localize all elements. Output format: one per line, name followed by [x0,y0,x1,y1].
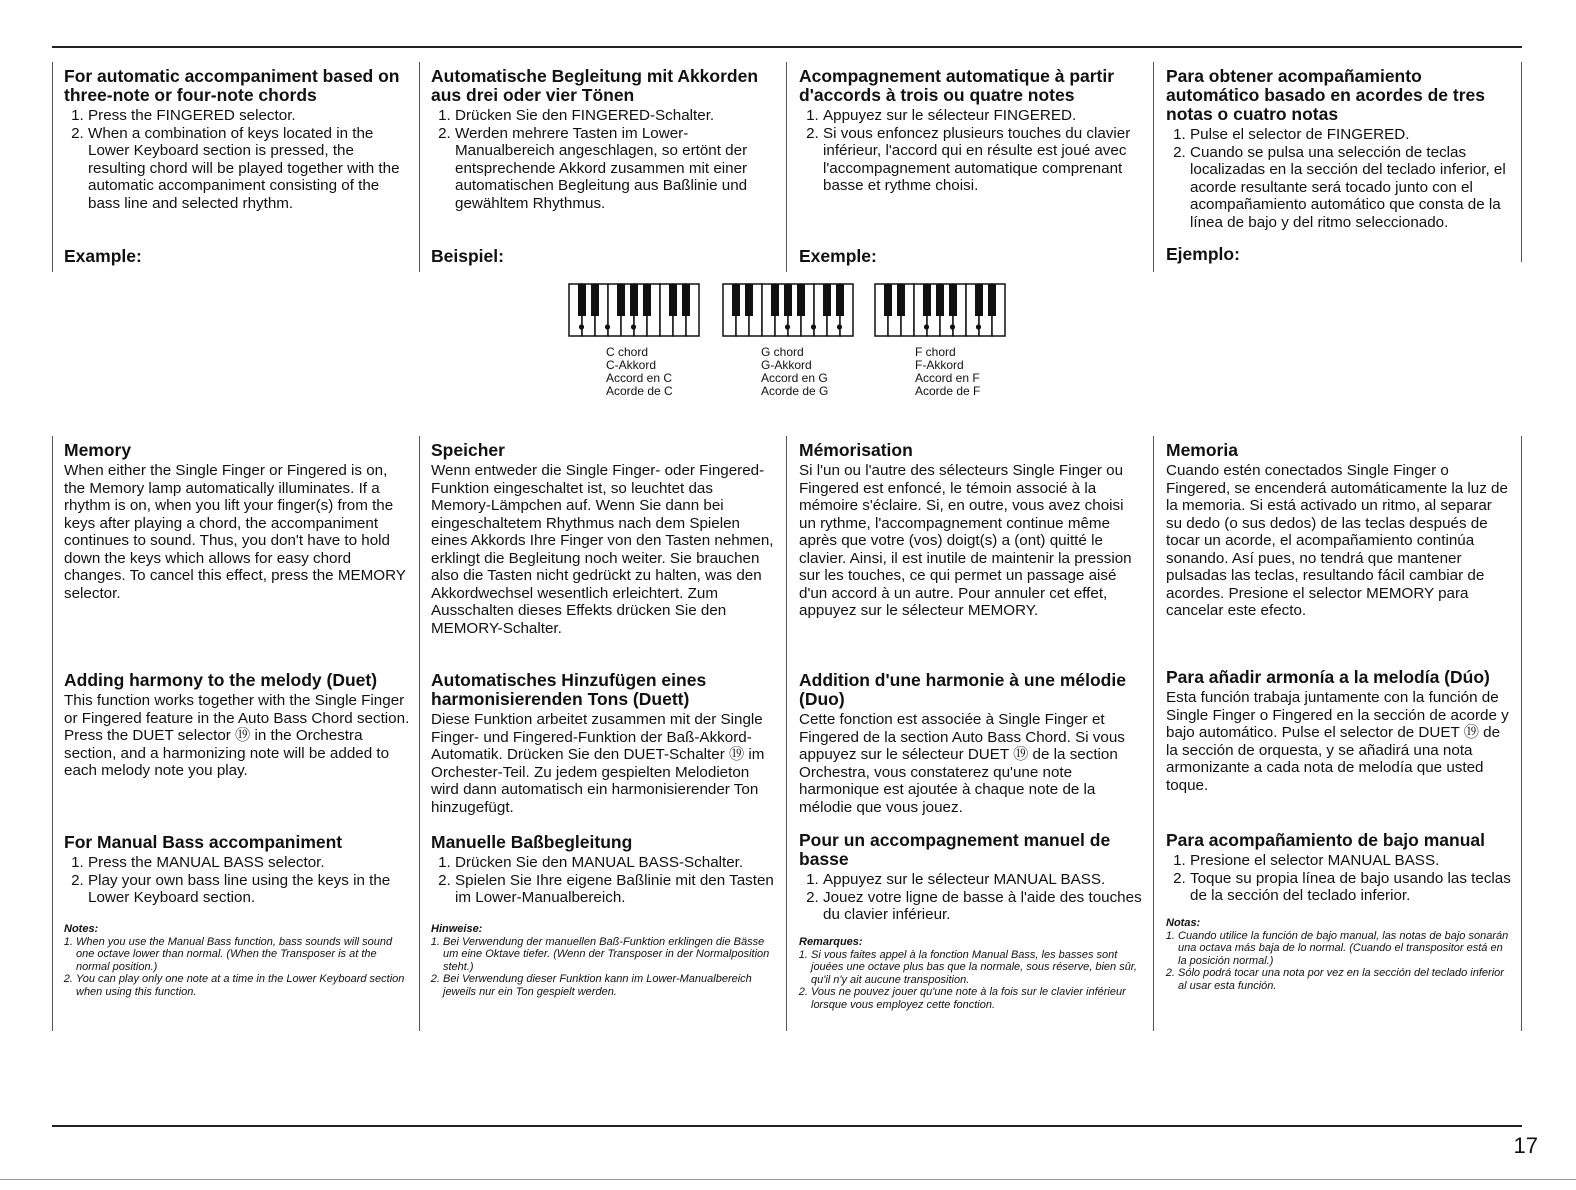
section-title: Para acompañamiento de bajo manual [1166,830,1485,850]
steps-list [431,107,776,212]
list-item: 2. Spielen Sie Ihre eigene Baßlinie mit den Tasten im Lower-Manualbereich. [455,872,776,907]
black-key [745,284,753,316]
bottom-edge-line [0,1179,1576,1180]
black-key [949,284,957,316]
notes-label: Hinweise: [431,922,483,935]
fingered-section-de [431,67,776,212]
black-key [836,284,844,316]
memory-section-de [431,441,776,637]
list-item: 1. Drücken Sie den FINGERED-Schalter. [455,107,776,125]
black-key [578,284,586,316]
column-separator [1521,436,1522,1031]
pressed-key-dot [785,324,790,329]
paragraph: Cuando estén conectados Single Finger o Fingered, se encenderá automáticamente la luz de la memoria. Si está activado un ritmo, al separar su dedo (o sus dedos) de las teclas después de tocar un acorde, el acompañamiento continúa sonando. Así pues, no tendrá que mantener pulsadas las teclas, resultando fácil cambiar de acordes. Presione el selector MEMORY para cancelar este efecto. [1166,462,1508,619]
notes-label: Notes: [64,922,99,935]
list-item: 1. Presione el selector MANUAL BASS. [1190,852,1511,870]
section-title: For Manual Bass accompaniment [64,832,343,852]
memory-section-es [1166,441,1511,620]
bottom-rule [52,1125,1522,1127]
column-separator [1153,436,1154,1031]
black-key [884,284,892,316]
list-item: 1. Pulse el selector de FINGERED. [1190,126,1511,144]
pressed-key-dot [976,324,981,329]
caption-line: C chord [606,345,649,359]
section-title: For automatic accompaniment based on three-note or four-note chords [64,66,400,105]
manual-bass-section-de [431,833,776,998]
paragraph: Diese Funktion arbeitet zusammen mit der Single Finger- und Fingered-Funktion der Baß-Akkord-Automatik. Drücken Sie den DUET-Schalter ⑲ im Orchester-Teil. Zu jedem gespielten Melodieton wird dann automatisch ein harmonisierender Ton hinzugefügt. [431,711,765,816]
column-separator [52,62,53,272]
black-key [591,284,599,316]
memory-section-fr [799,441,1144,620]
black-key [643,284,651,316]
black-key [797,284,805,316]
note-item: 1. Cuando utilice la función de bajo manual, las notas de bajo sonarán una octava más baja de lo normal. (Cuando el transpositor está en la posición normal.) [1178,930,1511,968]
steps-list [799,107,1144,195]
section-title: Automatische Begleitung mit Akkorden aus drei oder vier Tönen [431,66,759,105]
top-rule [52,46,1522,48]
notes-list [431,936,776,999]
caption-line: Accord en F [915,371,980,385]
keyboard-diagram-g [722,283,864,339]
section-title: Pour un accompagnement manuel de basse [799,830,1111,869]
notes-list [64,936,409,999]
black-key [617,284,625,316]
black-key [669,284,677,316]
duet-section-en [64,671,414,780]
note-item: 1. When you use the Manual Bass function, bass sounds will sound one octave lower than normal. (When the Transposer is at the normal position.) [76,936,409,974]
black-key [771,284,779,316]
keyboard-diagram-c [568,283,710,339]
duet-section-es [1166,668,1511,794]
fingered-section-fr [799,67,1144,195]
pressed-key-dot [811,324,816,329]
section-title: Mémorisation [799,440,913,460]
paragraph: When either the Single Finger or Fingered is on, the Memory lamp automatically illuminates. If a rhythm is on, when you lift your finger(s) from the keys after playing a chord, the accompaniment continues to sound. Thus, you don't have to hold down the keys which allows for easy chord changes. To cancel this effect, press the MEMORY selector. [64,462,406,602]
section-title: Adding harmony to the melody (Duet) [64,670,378,690]
note-item: 2. You can play only one note at a time in the Lower Keyboard section when using this function. [76,973,409,998]
caption-line: C-Akkord [606,358,657,372]
paragraph: This function works together with the Single Finger or Fingered feature in the Auto Bass Chord section. Press the DUET selector ⑲ in the Orchestra section, and a harmonizing note will be added to each melody note you play. [64,692,410,779]
list-item: 2. Toque su propia línea de bajo usando las teclas de la sección del teclado inferior. [1190,870,1511,905]
list-item: 1. Press the MANUAL BASS selector. [88,854,409,872]
caption-line: F chord [915,345,956,359]
steps-list [799,871,1144,924]
keyboard-caption-f [915,346,980,398]
pressed-key-dot [579,324,584,329]
column-separator [419,62,420,272]
keyboard-caption-g [761,346,828,398]
section-title: Speicher [431,440,505,460]
notes-label: Remarques: [799,935,863,948]
steps-list [1166,852,1511,905]
caption-line: Acorde de C [606,384,673,398]
black-key [784,284,792,316]
steps-list [431,854,776,907]
section-title: Memoria [1166,440,1238,460]
duet-section-de [431,671,776,816]
caption-line: Acorde de F [915,384,981,398]
caption-line: G chord [761,345,804,359]
steps-list [64,107,409,212]
pressed-key-dot [837,324,842,329]
duet-section-fr [799,671,1144,816]
list-item: 2. Werden mehrere Tasten im Lower-Manualbereich angeschlagen, so ertönt der entsprechende Akkord zusammen mit einer automatischen Begleitung aus Baßlinie und gewähltem Rhythmus. [455,125,776,213]
black-key [923,284,931,316]
manual-bass-section-fr [799,831,1144,1011]
list-item: 2. Si vous enfoncez plusieurs touches du clavier inférieur, l'accord qui en résulte est joué avec l'accompagnement automatique comprenant basse et rythme choisi. [823,125,1144,195]
note-item: 2. Bei Verwendung dieser Funktion kann im Lower-Manualbereich jeweils nur ein Ton gespielt werden. [443,973,776,998]
column-separator [786,62,787,272]
column-separator [52,436,53,1031]
list-item: 1. Appuyez sur le sélecteur FINGERED. [823,107,1144,125]
black-key [630,284,638,316]
black-key [732,284,740,316]
caption-line: F-Akkord [915,358,964,372]
note-item: 2. Vous ne pouvez jouer qu'une note à la fois sur le clavier inférieur lorsque vous employez cette fonction. [811,986,1144,1011]
list-item: 1. Appuyez sur le sélecteur MANUAL BASS. [823,871,1144,889]
column-separator [419,436,420,1031]
pressed-key-dot [924,324,929,329]
black-key [897,284,905,316]
paragraph: Esta función trabaja juntamente con la función de Single Finger o Fingered en la sección de acorde y bajo automático. Pulse el selector de DUET ⑲ de la sección de orquesta, y se añadirá una nota armonizante a cada nota de melodía que usted toque. [1166,689,1509,794]
note-item: 1. Si vous faites appel à la fonction Manual Bass, les basses sont jouées une octave plus bas que la normale, sous réserve, bien sûr, qu'il n'y ait aucune transposition. [811,949,1144,987]
list-item: 2. Jouez votre ligne de basse à l'aide des touches du clavier inférieur. [823,889,1144,924]
steps-list [64,854,409,907]
section-title: Memory [64,440,132,460]
notes-list [1166,930,1511,993]
notes-label: Notas: [1166,916,1201,929]
list-item: 2. Play your own bass line using the keys in the Lower Keyboard section. [88,872,409,907]
manual-bass-section-es [1166,831,1511,992]
caption-line: Accord en G [761,371,828,385]
black-key [975,284,983,316]
notes-list [799,949,1144,1012]
black-key [936,284,944,316]
example-label: Exemple: [799,246,877,266]
black-key [823,284,831,316]
paragraph: Si l'un ou l'autre des sélecteurs Single Finger ou Fingered est enfoncé, le témoin associé à la mémoire s'éclaire. Si, en outre, vous avez choisi un rythme, l'accompagnement continue même après que votre (vos) doigt(s) a (ont) quitté le clavier. Ainsi, il est inutile de maintenir la pression sur les touches, ce qui permet un passage aisé d'un accord à un autre. Pour annuler cet effet, appuyez sur le sélecteur MEMORY. [799,462,1132,619]
column-separator [1521,62,1522,262]
caption-line: G-Akkord [761,358,812,372]
note-item: 2. Sólo podrá tocar una nota por vez en la sección del teclado inferior al usar esta función. [1178,967,1511,992]
section-title: Acompagnement automatique à partir d'accords à trois ou quatre notes [799,66,1115,105]
list-item: 1. Drücken Sie den MANUAL BASS-Schalter. [455,854,776,872]
fingered-section-es [1166,67,1511,231]
caption-line: Acorde de G [761,384,829,398]
black-key [682,284,690,316]
section-title: Para añadir armonía a la melodía (Dúo) [1166,667,1490,687]
paragraph: Cette fonction est associée à Single Finger et Fingered de la section Auto Bass Chord. Si vous appuyez sur le sélecteur DUET ⑲ de la section Orchestra, vous constaterez qu'une note harmonique est ajoutée à chaque note de la mélodie que vous jouez. [799,711,1125,816]
manual-bass-section-en [64,833,409,998]
memory-section-en [64,441,409,602]
section-title: Automatisches Hinzufügen eines harmonisierenden Tons (Duett) [431,670,707,709]
section-title: Manuelle Baßbegleitung [431,832,633,852]
pressed-key-dot [950,324,955,329]
caption-line: Accord en C [606,371,673,385]
paragraph: Wenn entweder die Single Finger- oder Fingered-Funktion eingeschaltet ist, so leuchtet das Memory-Lämpchen auf. Wenn Sie dann bei eingeschaltetem Rhythmus nach dem Spielen eines Akkords Ihre Finger von den Tasten nehmen, erklingt die Begleitung noch weiter. Sie brauchen also die Tasten nicht gedrückt zu halten, was den Akkordwechsel wesentlich erleichtert. Zum Ausschalten dieses Effekts drücken Sie den MEMORY-Schalter. [431,462,774,637]
pressed-key-dot [631,324,636,329]
list-item: 2. Cuando se pulsa una selección de teclas localizadas en la sección del teclado inferior, el acorde resultante será tocado junto con el acompañamiento automático que consta de la línea de bajo y del ritmo seleccionado. [1190,144,1511,232]
black-key [988,284,996,316]
keyboard-diagram-f [874,283,1016,339]
example-label: Beispiel: [431,246,504,266]
note-item: 1. Bei Verwendung der manuellen Baß-Funktion erklingen die Bässe um eine Oktave tiefer. (Wenn der Transposer in der Normalposition steht.) [443,936,776,974]
steps-list [1166,126,1511,231]
column-separator [1153,62,1154,272]
page-number: 17 [1513,1133,1538,1158]
fingered-section-en [64,67,409,212]
pressed-key-dot [605,324,610,329]
list-item: 1. Press the FINGERED selector. [88,107,409,125]
column-separator [786,436,787,1031]
keyboard-caption-c [606,346,673,398]
example-label: Ejemplo: [1166,244,1240,264]
list-item: 2. When a combination of keys located in the Lower Keyboard section is pressed, the resulting chord will be played together with the automatic accompaniment consisting of the bass line and selected rhythm. [88,125,409,213]
example-label: Example: [64,246,142,266]
section-title: Para obtener acompañamiento automático basado en acordes de tres notas o cuatro notas [1166,66,1485,124]
section-title: Addition d'une harmonie à une mélodie (Duo) [799,670,1126,709]
